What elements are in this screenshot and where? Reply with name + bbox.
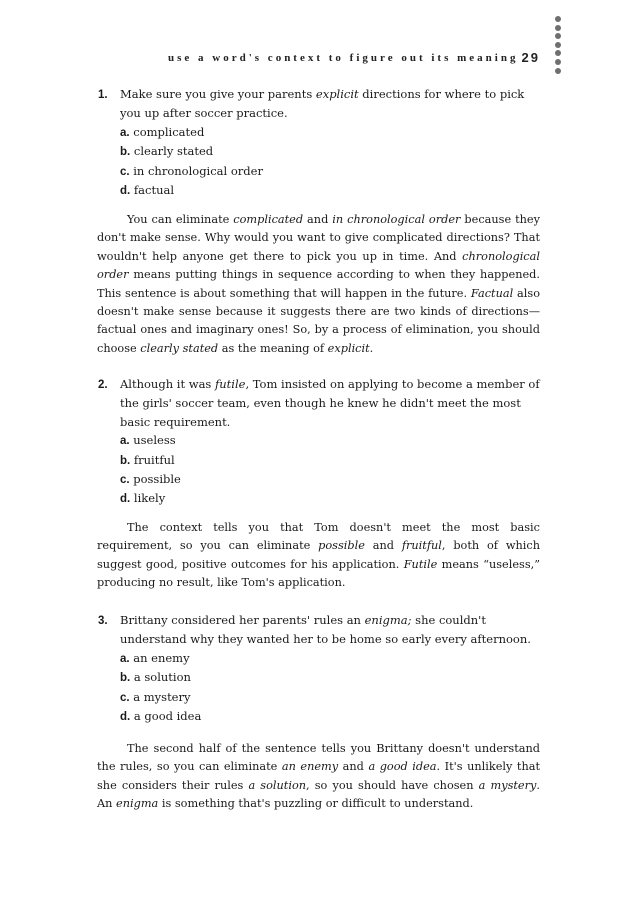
question-text: Brittany considered her parents' rules an enigma; she couldn't understand why they wanted her to be home so early every afternoon. (120, 613, 531, 647)
explanation-1: You can eliminate complicated and in chronological order because they don't make sense. Why would you want to give complicated directions? That wouldn't help anyone get there to pick you up in time. And chronological order means putting things in sequence according to when they happened. This sentence is about something that will happen in the future. Factual also doesn't make sense because it suggests there are two kinds of directions—factual ones and imaginary ones! So, by a process of elimination, you should choose clearly stated as the meaning of explicit. (97, 213, 540, 355)
question-stem (98, 611, 548, 649)
question-text: Although it was futile, Tom insisted on applying to become a member of the girls' soccer team, even though he knew he didn't meet the most basic requirement. (120, 377, 540, 429)
option-c: c. possible (120, 472, 181, 487)
option-d: d. likely (120, 491, 166, 506)
option-a: a. an enemy (120, 650, 190, 665)
question-text: Make sure you give your parents explicit directions for where to pick you up after soccer practice. (120, 87, 525, 121)
page-number: 29 (521, 50, 540, 65)
option-a: a. useless (120, 433, 176, 448)
explanation-3: The second half of the sentence tells you Brittany doesn't understand the rules, so you can eliminate an enemy and a good idea. It's unlikely that she considers their rules a solution, so you should have chosen a mystery. An enigma is something that's puzzling or difficult to understand. (97, 742, 540, 811)
italic-term: a good idea (368, 760, 437, 774)
margin-dots-decoration (555, 16, 563, 76)
question-stem (98, 375, 548, 431)
option-b: b. a solution (120, 670, 191, 685)
option-d: d. factual (120, 183, 175, 198)
option-b: b. fruitful (120, 452, 175, 467)
option-c: c. a mystery (120, 689, 191, 704)
option-d: d. a good idea (120, 709, 202, 724)
question-number: 1. (98, 89, 108, 101)
italic-term: clearly stated (140, 341, 219, 355)
italic-term: Factual (470, 286, 514, 300)
question-3 (98, 611, 548, 726)
italic-term: enigma (116, 797, 159, 811)
header-title: use a word's context to figure out its meaning (168, 52, 519, 64)
italic-term: possible (318, 539, 365, 553)
italic-term: explicit (315, 87, 359, 101)
option-b: b. clearly stated (120, 144, 214, 159)
option-c: c. in chronological order (120, 163, 263, 178)
italic-term: complicated (233, 213, 304, 226)
italic-term: in chronological order (332, 213, 461, 226)
italic-term: chronological order (97, 249, 540, 282)
option-a: a. complicated (120, 124, 205, 139)
italic-term: enigma; (364, 613, 412, 627)
running-header (168, 52, 540, 70)
italic-term: fruitful (401, 539, 442, 553)
italic-term: explicit. (327, 341, 374, 355)
question-number: 2. (98, 379, 108, 391)
italic-term: Futile (403, 557, 438, 571)
question-stem (98, 85, 548, 123)
italic-term: a solution (248, 778, 307, 792)
italic-term: an enemy (281, 760, 339, 774)
italic-term: a mystery (478, 778, 537, 792)
italic-term: futile (214, 377, 246, 391)
question-number: 3. (98, 615, 108, 627)
explanation-2: The context tells you that Tom doesn't meet the most basic requirement, so you can eliminate possible and fruitful, both of which suggest good, positive outcomes for his application. Futile means “useless,” producing no result, like Tom's application. (97, 521, 540, 590)
question-2 (98, 375, 548, 509)
question-1 (98, 85, 548, 200)
